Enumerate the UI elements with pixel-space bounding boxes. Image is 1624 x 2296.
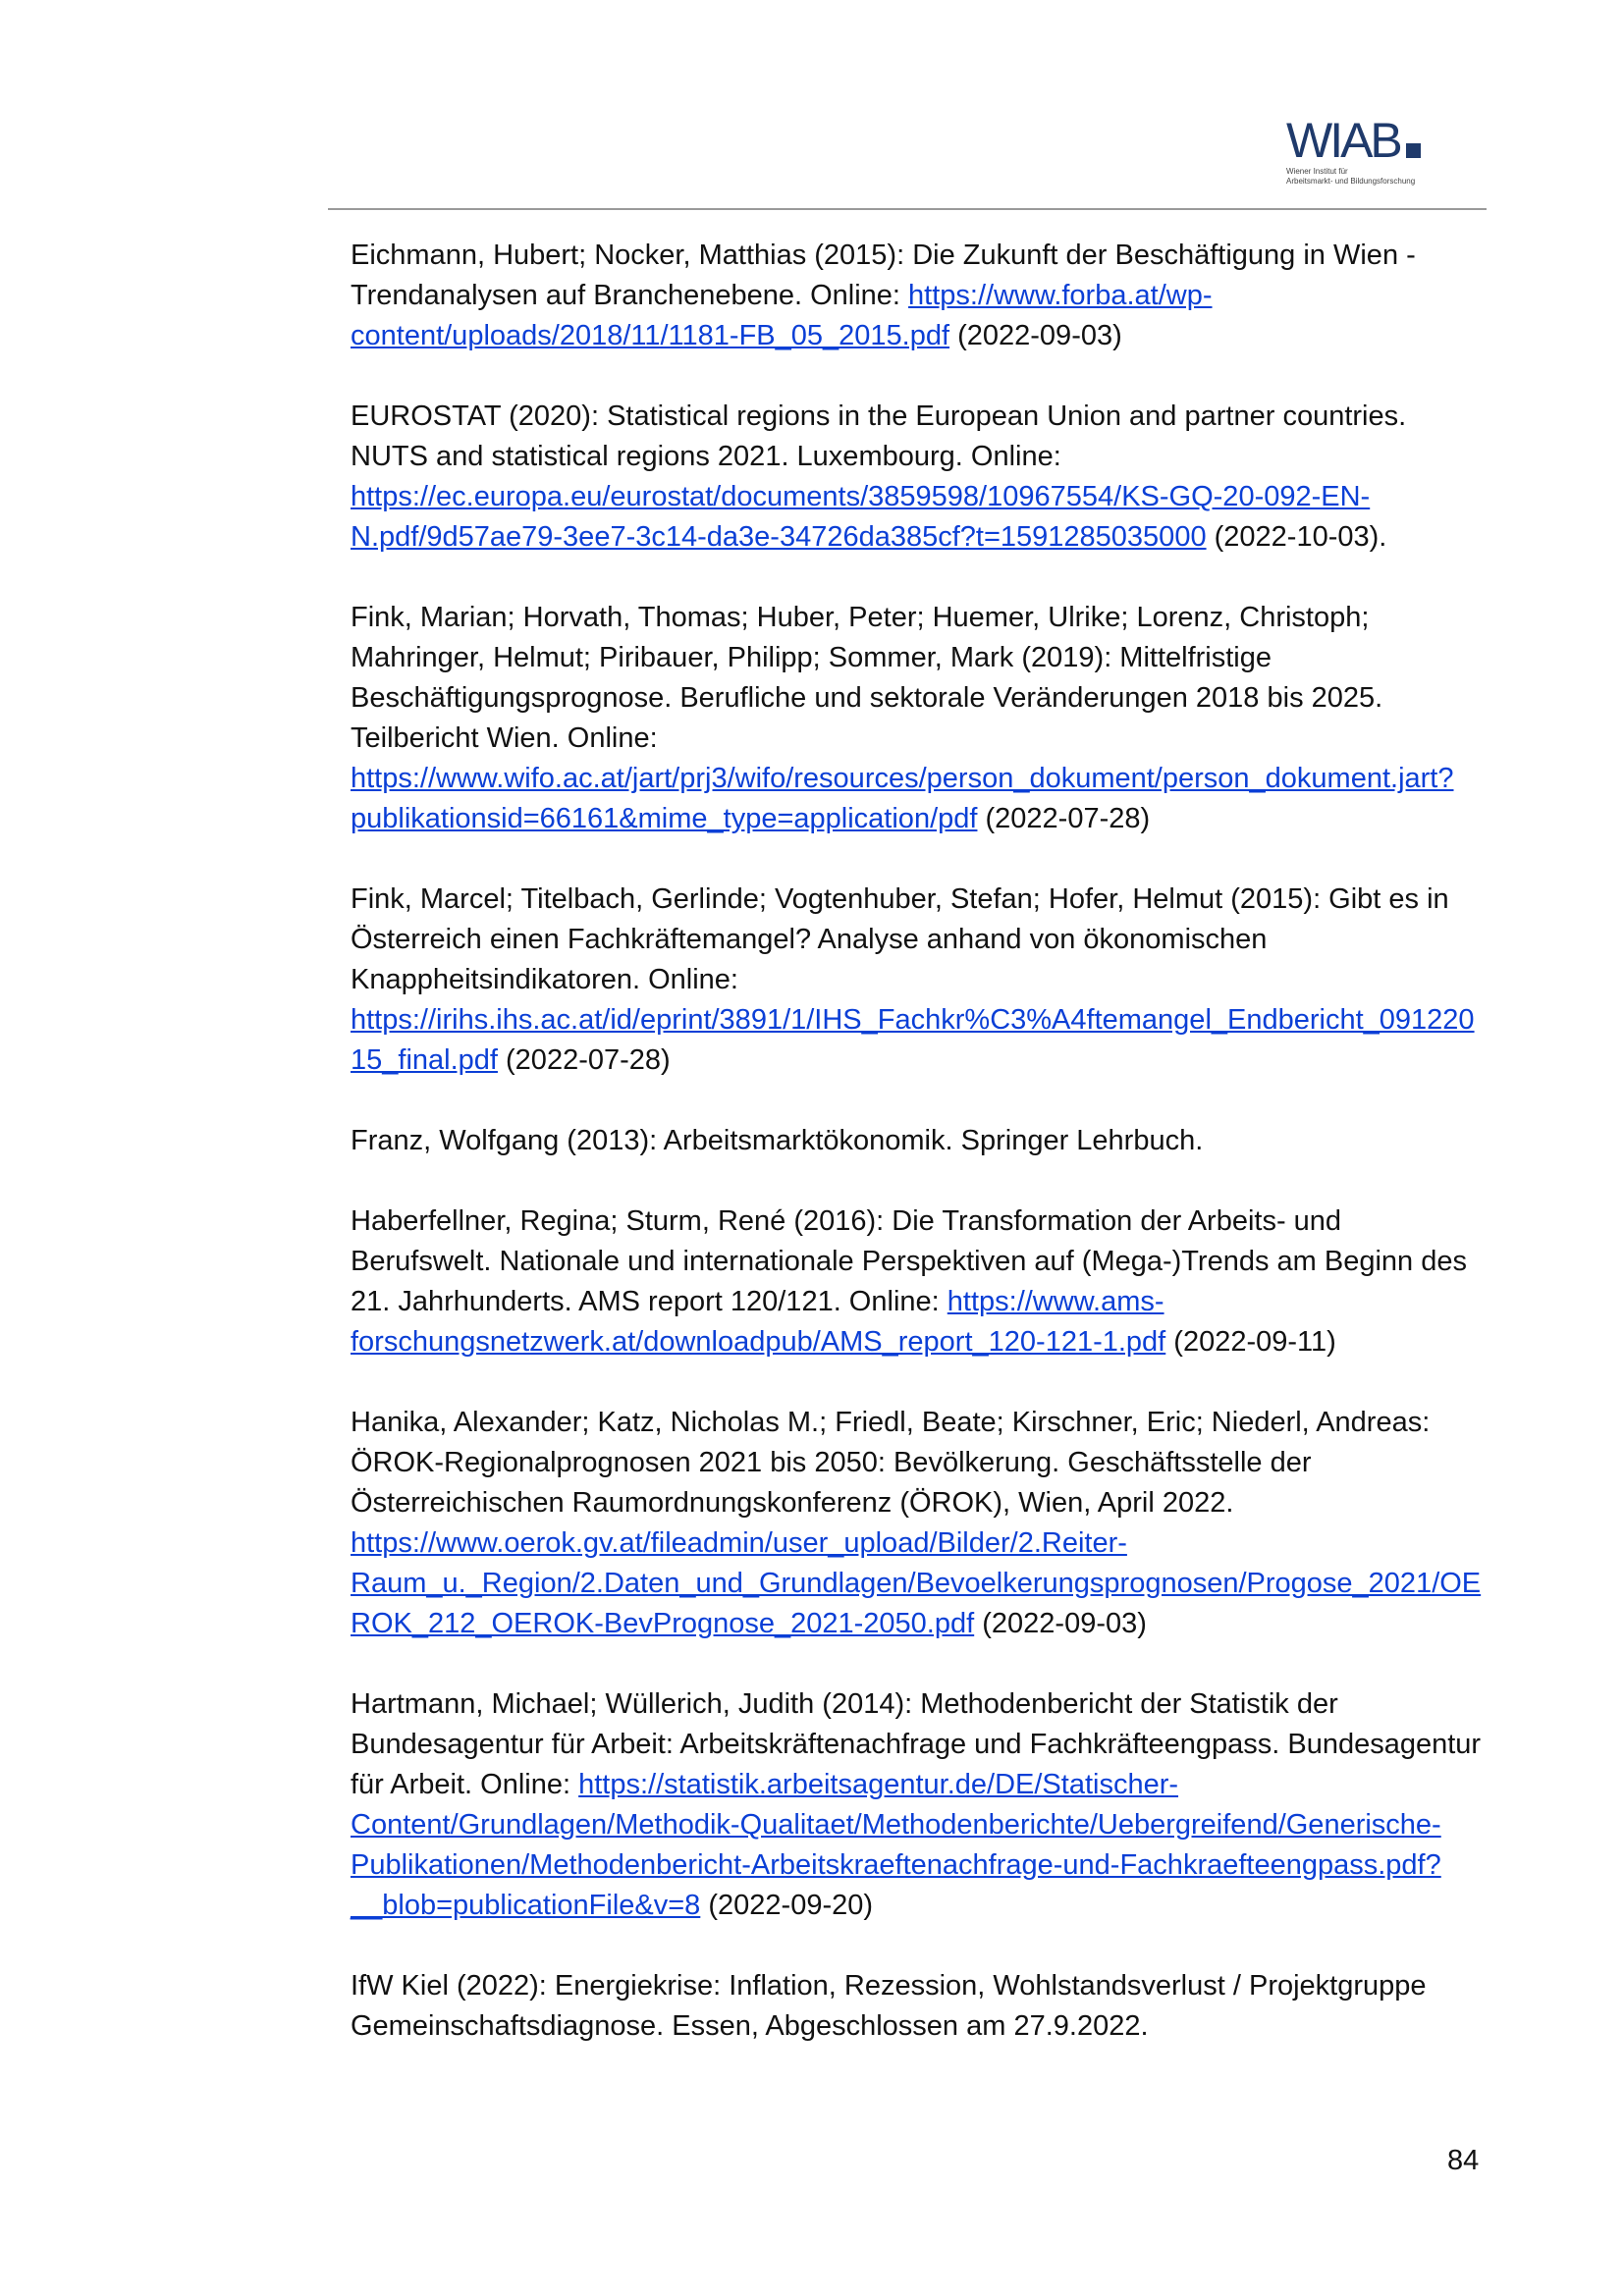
reference-access-date: (2022-09-20) (700, 1890, 874, 1921)
reference-list (351, 236, 1489, 2087)
reference-link[interactable]: https://www.ams-forschungsnetzwerk.at/downloadpub/AMS_report_120-121-1.pdf (351, 1286, 1166, 1358)
reference-entry-ifw-kiel (351, 1966, 1489, 2047)
reference-entry-eichmann (351, 236, 1489, 356)
reference-link[interactable]: https://www.forba.at/wp-content/uploads/2018/11/1181-FB_05_2015.pdf (351, 280, 1213, 351)
reference-text: Fink, Marian; Horvath, Thomas; Huber, Peter; Huemer, Ulrike; Lorenz, Christoph; Mahringer, Helmut; Piribauer, Philipp; Sommer, Mark (2019): Mittelfristige Beschäftigungsprognose. Berufliche und sektorale Veränderungen 2018 bis 2025. Teilbericht Wien. Online: (351, 602, 1383, 754)
reference-access-date: (2022-07-28) (977, 803, 1151, 834)
reference-text: Hartmann, Michael; Wüllerich, Judith (2014): Methodenbericht der Statistik der Bundesagentur für Arbeit: Arbeitskräftenachfrage und Fachkräfteengpass. Bundesagentur für Arbeit. Online: (351, 1688, 1482, 1800)
reference-entry-eurostat (351, 397, 1489, 558)
logo-square-icon (1406, 143, 1421, 158)
reference-text: Haberfellner, Regina; Sturm, René (2016): Die Transformation der Arbeits- und Berufswelt. Nationale und internationale Perspektiven auf (Mega-)Trends am Beginn des 21. Jahrhunderts. AMS report 120/121. Online: (351, 1205, 1467, 1317)
header-divider (328, 208, 1487, 210)
reference-text: Franz, Wolfgang (2013): Arbeitsmarktökonomik. Springer Lehrbuch. (351, 1125, 1204, 1156)
reference-text: EUROSTAT (2020): Statistical regions in the European Union and partner countries. NUTS and statistical regions 2021. Luxembourg. Online: (351, 400, 1407, 472)
reference-access-date: (2022-07-28) (497, 1044, 671, 1076)
reference-link[interactable]: https://ec.europa.eu/eurostat/documents/3859598/10967554/KS-GQ-20-092-EN-N.pdf/9d57ae79-3ee7-3c14-da3e-34726da385cf?t=1591285035000 (351, 481, 1371, 553)
reference-entry-hartmann (351, 1684, 1489, 1926)
reference-link[interactable]: https://statistik.arbeitsagentur.de/DE/Statischer-Content/Grundlagen/Methodik-Qualitaet/Methodenberichte/Uebergreifend/Generische-Publikationen/Methodenbericht-Arbeitskraeftenachfrage-und-Fachkraefteengpass.pdf?__blob=publicationFile&v=8 (351, 1769, 1441, 1921)
reference-text: IfW Kiel (2022): Energiekrise: Inflation, Rezession, Wohlstandsverlust / Projektgruppe Gemeinschaftsdiagnose. Essen, Abgeschlossen am 27.9.2022. (351, 1970, 1427, 2042)
reference-entry-fink-marian (351, 598, 1489, 839)
logo-subtitle-line-1: Wiener Institut für (1286, 167, 1348, 176)
wiab-logo (1286, 113, 1434, 189)
logo-wordmark: WIAB (1286, 113, 1400, 168)
reference-access-date: (2022-09-11) (1165, 1326, 1336, 1358)
page-header (0, 0, 1624, 211)
logo-subtitle (1286, 167, 1415, 187)
reference-entry-haberfellner (351, 1201, 1489, 1362)
reference-link[interactable]: https://www.wifo.ac.at/jart/prj3/wifo/resources/person_dokument/person_dokument.jart?publikationsid=66161&mime_type=application/pdf (351, 763, 1454, 834)
reference-text: Hanika, Alexander; Katz, Nicholas M.; Friedl, Beate; Kirschner, Eric; Niederl, Andreas: ÖROK-Regionalprognosen 2021 bis 2050: Bevölkerung. Geschäftsstelle der Österreichischen Raumordnungskonferenz (ÖROK), Wien, April 2022. (351, 1407, 1431, 1519)
page-number: 84 (1447, 2145, 1480, 2176)
reference-access-date: (2022-09-03) (949, 320, 1122, 351)
reference-link[interactable]: https://www.oerok.gv.at/fileadmin/user_upload/Bilder/2.Reiter-Raum_u._Region/2.Daten_und_Grundlagen/Bevoelkerungsprognosen/Progose_2021/OEROK_212_OEROK-BevPrognose_2021-2050.pdf (351, 1527, 1482, 1639)
reference-text: Fink, Marcel; Titelbach, Gerlinde; Vogtenhuber, Stefan; Hofer, Helmut (2015): Gibt es in Österreich einen Fachkräftemangel? Analyse anhand von ökonomischen Knappheitsindikatoren. Online: (351, 883, 1449, 995)
reference-access-date: (2022-09-03) (974, 1608, 1147, 1639)
reference-entry-fink-marcel (351, 880, 1489, 1081)
reference-text: Eichmann, Hubert; Nocker, Matthias (2015): Die Zukunft der Beschäftigung in Wien - Trendanalysen auf Branchenebene. Online: (351, 240, 1416, 311)
logo-subtitle-line-2: Arbeitsmarkt- und Bildungsforschung (1286, 177, 1416, 186)
reference-entry-hanika (351, 1403, 1489, 1644)
reference-entry-franz (351, 1121, 1489, 1161)
reference-link[interactable]: https://irihs.ihs.ac.at/id/eprint/3891/1/IHS_Fachkr%C3%A4ftemangel_Endbericht_09122015_final.pdf (351, 1004, 1475, 1076)
reference-access-date: (2022-10-03). (1206, 521, 1387, 553)
